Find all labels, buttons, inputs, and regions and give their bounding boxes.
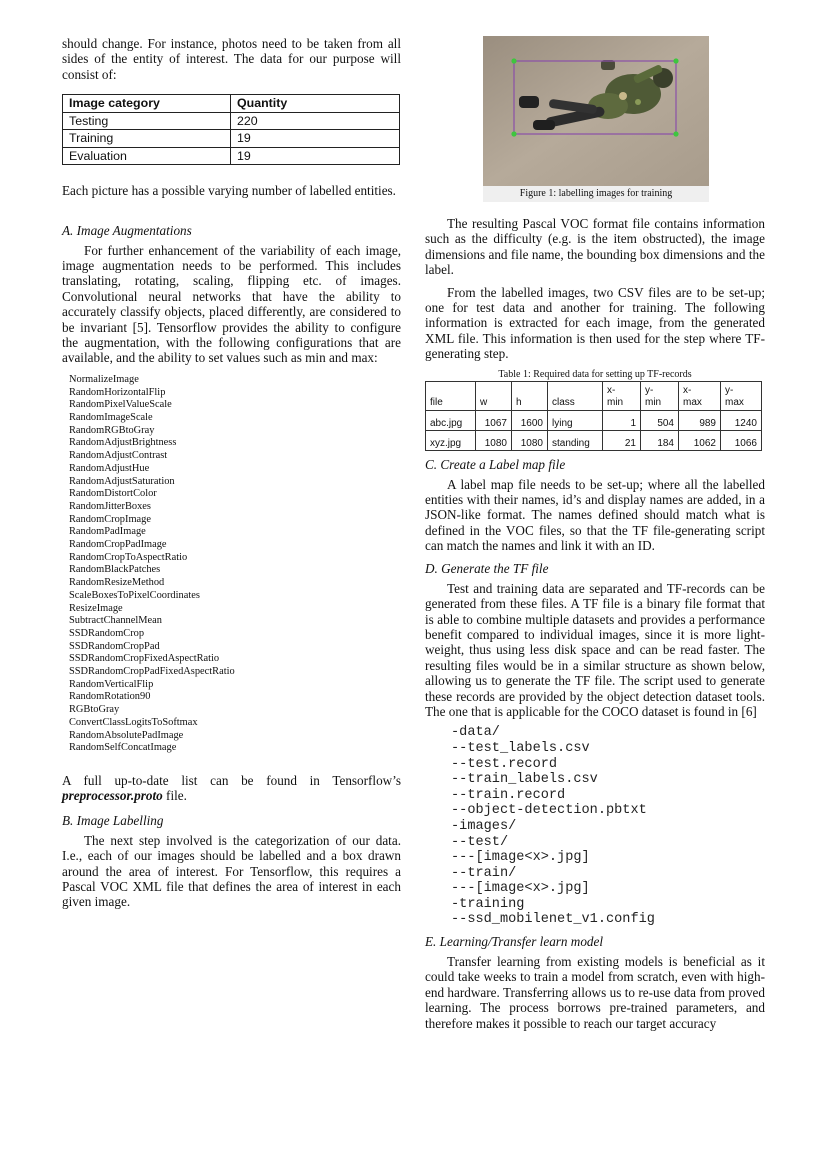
file-tree-line: --object-detection.pbtxt: [451, 803, 647, 819]
augmentation-item: ResizeImage: [69, 602, 123, 614]
table-header-row: [426, 381, 762, 410]
table-cell: xyz.jpg: [426, 430, 476, 450]
table-cell: 1080: [512, 430, 548, 450]
header-cell: h: [512, 381, 548, 410]
table-cell: 184: [641, 430, 679, 450]
file-tree-line: --train/: [451, 865, 517, 881]
section-heading-d: D. Generate the TF file: [425, 560, 549, 576]
bbox-handle[interactable]: [511, 131, 516, 136]
voc-paragraph: The resulting Pascal VOC format file contains information such as the difficulty (e.g. is the item obstructed), the image dimensions and file name, the bounding box dimensions and the label.: [425, 216, 765, 278]
table-cell: abc.jpg: [426, 410, 476, 430]
file-tree-line: -images/: [451, 818, 517, 834]
image-category-table: [62, 94, 400, 165]
table-cell: 989: [679, 410, 721, 430]
table-cell: 220: [231, 112, 400, 130]
augmentation-item: SSDRandomCropPad: [69, 640, 160, 652]
table-cell: 19: [231, 130, 400, 148]
file-tree-line: --test.record: [451, 756, 558, 772]
header-cell: y- min: [641, 381, 679, 410]
augmentation-item: RandomAdjustContrast: [69, 450, 168, 462]
augmentation-item: SSDRandomCropFixedAspectRatio: [69, 653, 220, 665]
file-tree-line: --test/: [451, 834, 509, 850]
table-row: [63, 112, 400, 130]
file-tree-line: --ssd_mobilenet_v1.config: [451, 912, 655, 928]
augmentation-item: SubtractChannelMean: [69, 615, 162, 627]
bbox-handle[interactable]: [673, 58, 678, 63]
table-row: [426, 410, 762, 430]
header-cell: x- max: [679, 381, 721, 410]
table-row: [63, 147, 400, 165]
augmentation-item: RandomAdjustBrightness: [69, 437, 177, 449]
csv-paragraph: From the labelled images, two CSV files are to be set-up; one for test data and another for training. The following information is extracted for each image, from the generated XML file. This information is then used for the step where TF-generating step.: [425, 284, 765, 362]
header-cell: class: [548, 381, 603, 410]
header-cell: Image category: [63, 95, 231, 113]
section-e-paragraph: Transfer learning from existing models is beneficial as it could take weeks to train a model from scratch, even with high-end hardware. Transferring allows us to re-use data from proved learning. The process borrows pre-trained parameters, and therefore makes it possible to reach our target accuracy: [425, 954, 765, 1031]
augmentation-item: RandomCropPadImage: [69, 539, 167, 551]
augmentation-item: RandomRGBtoGray: [69, 424, 155, 436]
file-tree-line: --test_labels.csv: [451, 740, 590, 756]
file-tree: [425, 725, 765, 928]
augmentation-item: SSDRandomCrop: [69, 627, 145, 639]
figure-1: [483, 36, 709, 202]
list-note-text: A full up-to-date list can be found in Tensorflow’s: [62, 772, 401, 788]
augmentation-item: RandomAdjustHue: [69, 462, 150, 474]
labelling-photo: [483, 36, 709, 186]
augmentation-item: RandomPixelValueScale: [69, 399, 172, 411]
augmentation-item: NormalizeImage: [69, 373, 139, 385]
augmentation-item: ConvertClassLogitsToSoftmax: [69, 716, 198, 728]
section-heading-c: C. Create a Label map file: [425, 456, 566, 472]
augmentation-item: RandomCropImage: [69, 513, 151, 525]
file-tree-line: -training: [451, 896, 525, 912]
augmentation-item: RGBtoGray: [69, 704, 120, 716]
file-tree-line: ---[image<x>.jpg]: [451, 881, 590, 897]
figure-caption: Figure 1: labelling images for training: [483, 186, 709, 202]
header-cell: x- min: [603, 381, 641, 410]
bbox-handle[interactable]: [673, 131, 678, 136]
file-tree-line: --train.record: [451, 787, 566, 803]
list-note-paragraph: [62, 773, 401, 804]
header-cell: w: [476, 381, 512, 410]
augmentation-item: RandomResizeMethod: [69, 577, 165, 589]
file-tree-line: --train_labels.csv: [451, 772, 598, 788]
augmentation-item: RandomHorizontalFlip: [69, 386, 166, 398]
augmentation-list: [62, 374, 401, 755]
augmentation-item: ScaleBoxesToPixelCoordinates: [69, 589, 200, 601]
table-cell: 1: [603, 410, 641, 430]
augmentation-item: RandomJitterBoxes: [69, 500, 151, 512]
augmentation-item: RandomVerticalFlip: [69, 678, 154, 690]
section-a-paragraph: For further enhancement of the variability of each image, image augmentation needs to be performed. This includes translating, rotating, scaling, flipping etc. of images. Convolutional neural networks that have the ability to accurately classify objects, placed differently, are considered to be invariant [5]. Tensorflow provides the ability to configure the augmentation, with the following configurations that are available, and the ability to set values such as min and max:: [62, 242, 401, 366]
augmentation-item: RandomCropToAspectRatio: [69, 551, 188, 563]
table-cell: 1080: [476, 430, 512, 450]
table-cell: Training: [63, 130, 231, 148]
augmentation-item: RandomRotation90: [69, 691, 151, 703]
section-heading-b: B. Image Labelling: [62, 812, 164, 828]
section-b-paragraph: The next step involved is the categorization of our data. I.e., each of our images should be labelled and a box drawn around the area of interest. For Tensorflow, this requires a Pascal VOC XML file that defines the area of interest in each given image.: [62, 832, 401, 910]
augmentation-item: RandomImageScale: [69, 411, 153, 423]
proto-filename: preprocessor.proto: [62, 788, 163, 804]
table-header-row: [63, 95, 400, 113]
table-cell: 1600: [512, 410, 548, 430]
table-cell: standing: [548, 430, 603, 450]
augmentation-item: RandomAbsolutePadImage: [69, 729, 184, 741]
table-row: [63, 130, 400, 148]
left-column: [62, 36, 401, 910]
augmentation-item: RandomDistortColor: [69, 488, 157, 500]
table-caption: Table 1: Required data for setting up TF-records: [498, 368, 692, 380]
tf-records-table: [425, 381, 762, 451]
intro-paragraph: should change. For instance, photos need to be taken from all sides of the entity of interest. The data for our purpose will consist of:: [62, 36, 401, 82]
header-cell: y- max: [721, 381, 762, 410]
augmentation-item: RandomBlackPatches: [69, 564, 161, 576]
table-cell: Testing: [63, 112, 231, 130]
bbox-handle[interactable]: [511, 58, 516, 63]
section-c-paragraph: A label map file needs to be set-up; where all the labelled entities with their names, id’s and display names are added, in a JSON-like format. The names defined should match what is defined in the VOC files, so that the TF file-generating script can match the names and link it with an ID.: [425, 476, 765, 554]
augmentation-item: SSDRandomCropPadFixedAspectRatio: [69, 666, 235, 678]
header-cell: Quantity: [231, 95, 400, 113]
augmentation-item: RandomSelfConcatImage: [69, 742, 177, 754]
section-d-paragraph: Test and training data are separated and TF-records can be generated from these files. A TF file is a binary file format that is able to combine multiple datasets and provides a performance benefit compared to individual images, since it is more light-weight, thus using less disk space and can be read faster. The resulting files would be in a similar structure as shown below, allowing us to generate the TF file. The script used to generate these records are provided by the object detection dataset tools. The one that is applicable for the COCO dataset is found in [6]: [425, 580, 765, 719]
table-cell: lying: [548, 410, 603, 430]
table-cell: 504: [641, 410, 679, 430]
table-cell: 21: [603, 430, 641, 450]
header-cell: file: [426, 381, 476, 410]
table-cell: 1240: [721, 410, 762, 430]
file-tree-line: ---[image<x>.jpg]: [451, 850, 590, 866]
section-heading-e: E. Learning/Transfer learn model: [425, 934, 604, 950]
table-cell: 1066: [721, 430, 762, 450]
section-heading-a: A. Image Augmentations: [62, 222, 192, 238]
file-tree-line: -data/: [451, 725, 500, 741]
table-cell: Evaluation: [63, 147, 231, 165]
augmentation-item: RandomPadImage: [69, 526, 146, 538]
list-note-text-end: file.: [162, 788, 187, 804]
right-column: [425, 36, 765, 1031]
table-row: [426, 430, 762, 450]
augmentation-item: RandomAdjustSaturation: [69, 475, 175, 487]
after-table-paragraph: Each picture has a possible varying number of labelled entities.: [62, 183, 396, 199]
table-cell: 19: [231, 147, 400, 165]
table-cell: 1067: [476, 410, 512, 430]
table-cell: 1062: [679, 430, 721, 450]
